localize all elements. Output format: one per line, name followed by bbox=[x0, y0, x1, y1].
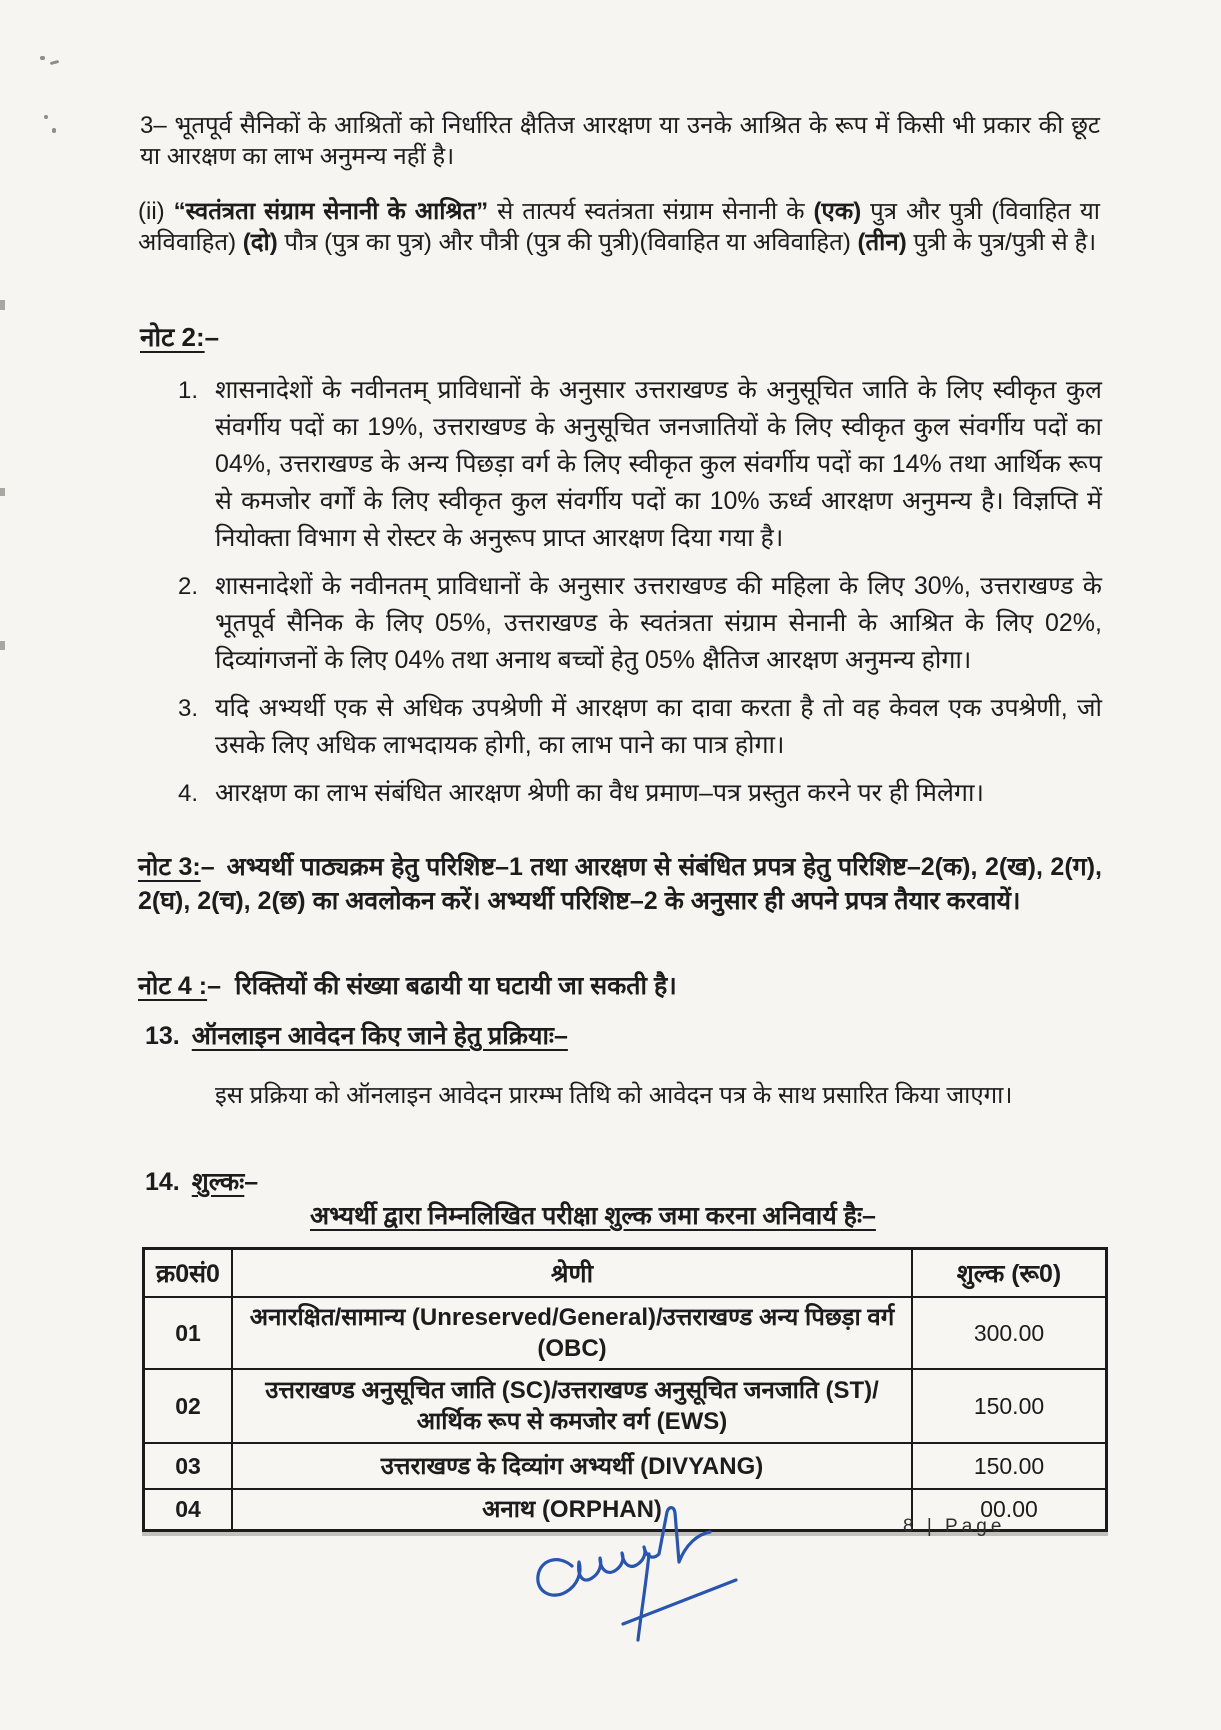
list-item bbox=[178, 568, 1102, 679]
scan-speck bbox=[52, 128, 56, 133]
note2-list bbox=[178, 372, 1102, 823]
note2-dash: – bbox=[204, 322, 220, 352]
cell-fee: 300.00 bbox=[911, 1298, 1105, 1368]
section14-heading bbox=[145, 1164, 258, 1198]
para-ii-segment: पौत्र (पुत्र का पुत्र) और पौत्री (पुत्र की पुत्री)(विवाहित या अविवाहित) bbox=[277, 229, 858, 256]
list-item bbox=[178, 690, 1102, 764]
section14-number: 14. bbox=[145, 1168, 180, 1196]
note3-dash: – bbox=[200, 853, 215, 881]
header-serial: क्र0सं0 bbox=[156, 1260, 220, 1288]
page-number: 8 | Page bbox=[903, 1516, 1006, 1537]
note4-text: रिक्तियों की संख्या बढायी या घटायी जा सकती है। bbox=[234, 972, 677, 1000]
note3-label: नोट 3: bbox=[138, 853, 201, 881]
para-ii-segment-bold: (दो) bbox=[242, 229, 278, 256]
para-ii-segment: (ii) bbox=[138, 198, 174, 225]
section14-title: शुल्कः bbox=[191, 1168, 245, 1196]
table-row bbox=[145, 1368, 1105, 1442]
scan-speck bbox=[40, 56, 45, 60]
cell-serial: 02 bbox=[175, 1392, 201, 1419]
note2-heading bbox=[140, 318, 219, 354]
fee-table-header-row bbox=[145, 1250, 1105, 1296]
list-item-number: 4. bbox=[178, 780, 199, 807]
note4-dash: – bbox=[207, 972, 221, 1000]
list-item-number: 1. bbox=[178, 377, 199, 404]
header-fee: शुल्क (रू0) bbox=[911, 1250, 1105, 1296]
note3-text: अभ्यर्थी पाठ्यक्रम हेतु परिशिष्ट–1 तथा आरक्षण से संबंधित प्रपत्र हेतु परिशिष्ट–2(क), 2(ख), 2(ग), 2(घ), 2(च), 2(छ) का अवलोकन करें। अभ्यर्थी परिशिष्ट–2 के अनुसार ही अपने प्रपत्र तैयार करवायें। bbox=[138, 853, 1102, 915]
para-ii-segment-bold: (एक) bbox=[813, 198, 862, 225]
fee-table bbox=[142, 1247, 1108, 1532]
header-category: श्रेणी bbox=[231, 1250, 911, 1296]
scan-edge-mark bbox=[0, 488, 5, 496]
note4-label: नोट 4 : bbox=[138, 972, 208, 1000]
list-item-text: शासनादेशों के नवीनतम् प्राविधानों के अनुसार उत्तराखण्ड की महिला के लिए 30%, उत्तराखण्ड के भूतपूर्व सैनिक के लिए 05%, उत्तराखण्ड के स्वतंत्रता संग्राम सेनानी के आश्रित के लिए 02%, दिव्यांगजनों के लिए 04% तथा अनाथ बच्चों हेतु 05% क्षैतिज आरक्षण अनुमन्य होगा। bbox=[215, 572, 1102, 674]
fee-subheading bbox=[310, 1198, 876, 1232]
scan-edge-mark bbox=[0, 641, 5, 650]
cell-serial: 01 bbox=[175, 1319, 201, 1346]
fee-subheading-text: अभ्यर्थी द्वारा निम्नलिखित परीक्षा शुल्क जमा करना अनिवार्य हैः– bbox=[310, 1202, 876, 1230]
para-ii-segment: पुत्र और पुत्री (विवाहित या अविवाहित) bbox=[138, 198, 1100, 256]
section13-title: ऑनलाइन आवेदन किए जाने हेतु प्रक्रियाः– bbox=[191, 1022, 568, 1050]
list-item-number: 3. bbox=[178, 695, 199, 722]
para-ii-segment-bold: “स्वतंत्रता संग्राम सेनानी के आश्रित” bbox=[173, 198, 489, 225]
list-item-text: यदि अभ्यर्थी एक से अधिक उपश्रेणी में आरक्षण का दावा करता है तो वह केवल एक उपश्रेणी, जो उसके लिए अधिक लाभदायक होगी, का लाभ पाने का पात्र होगा। bbox=[215, 694, 1102, 759]
scan-edge-mark bbox=[0, 300, 5, 310]
para-ii-segment: पुत्री के पुत्र/पुत्री से है। bbox=[906, 229, 1097, 256]
cell-fee: 150.00 bbox=[911, 1370, 1105, 1442]
cell-fee: 150.00 bbox=[911, 1444, 1105, 1488]
list-item-number: 2. bbox=[178, 573, 199, 600]
note2-label: नोट 2: bbox=[140, 322, 205, 352]
signature bbox=[528, 1502, 748, 1662]
scan-speck bbox=[50, 60, 59, 65]
section13-heading bbox=[145, 1018, 568, 1052]
table-row bbox=[145, 1296, 1105, 1368]
para-ii-segment-bold: (तीन) bbox=[857, 229, 907, 256]
section14-dash: – bbox=[244, 1168, 259, 1196]
list-item-text: आरक्षण का लाभ संबंधित आरक्षण श्रेणी का वैध प्रमाण–पत्र प्रस्तुत करने पर ही मिलेगा। bbox=[215, 779, 984, 807]
para-ex-servicemen-dependents: 3– भूतपूर्व सैनिकों के आश्रितों को निर्धारित क्षैतिज आरक्षण या उनके आश्रित के रूप में किसी भी प्रकार की छूट या आरक्षण का लाभ अनुमन्य नहीं है। bbox=[140, 112, 1100, 170]
list-item-text: शासनादेशों के नवीनतम् प्राविधानों के अनुसार उत्तराखण्ड के अनुसूचित जाति के लिए स्वीकृत कुल संवर्गीय पदों का 19%, उत्तराखण्ड के अनुसूचित जनजातियों के लिए स्वीकृत कुल संवर्गीय पदों का 04%, उत्तराखण्ड के अन्य पिछड़ा वर्ग के लिए स्वीकृत कुल संवर्गीय पदों का 14% तथा आर्थिक रूप से कमजोर वर्गों के लिए स्वीकृत कुल संवर्गीय पदों का 10% ऊर्ध्व आरक्षण अनुमन्य है। विज्ञप्ति में नियोक्ता विभाग से रोस्टर के अनुरूप प्राप्त आरक्षण दिया गया है। bbox=[215, 376, 1102, 552]
para-freedom-fighter-dependents bbox=[138, 196, 1100, 258]
section13-number: 13. bbox=[145, 1022, 180, 1050]
list-item bbox=[178, 775, 1102, 812]
section13-body: इस प्रक्रिया को ऑनलाइन आवेदन प्रारम्भ तिथि को आवेदन पत्र के साथ प्रसारित किया जाएगा। bbox=[215, 1082, 1013, 1109]
cell-category: उत्तराखण्ड अनुसूचित जाति (SC)/उत्तराखण्ड अनुसूचित जनजाति (ST)/आर्थिक रूप से कमजोर वर्ग (EWS) bbox=[231, 1370, 911, 1442]
para-ii-segment: से तात्पर्य स्वतंत्रता संग्राम सेनानी के bbox=[488, 198, 814, 225]
cell-category: अनारक्षित/सामान्य (Unreserved/General)/उत्तराखण्ड अन्य पिछड़ा वर्ग (OBC) bbox=[231, 1298, 911, 1368]
scan-speck bbox=[44, 115, 48, 119]
table-row bbox=[145, 1442, 1105, 1488]
list-item bbox=[178, 372, 1102, 557]
cell-category: अनाथ (ORPHAN) bbox=[231, 1490, 911, 1529]
cell-serial: 04 bbox=[175, 1496, 201, 1522]
cell-category: उत्तराखण्ड के दिव्यांग अभ्यर्थी (DIVYANG) bbox=[231, 1444, 911, 1488]
note4-paragraph bbox=[138, 968, 1102, 1002]
cell-serial: 03 bbox=[175, 1452, 201, 1479]
cell-fee: 00.00 bbox=[911, 1490, 1105, 1529]
note3-paragraph bbox=[138, 850, 1102, 918]
